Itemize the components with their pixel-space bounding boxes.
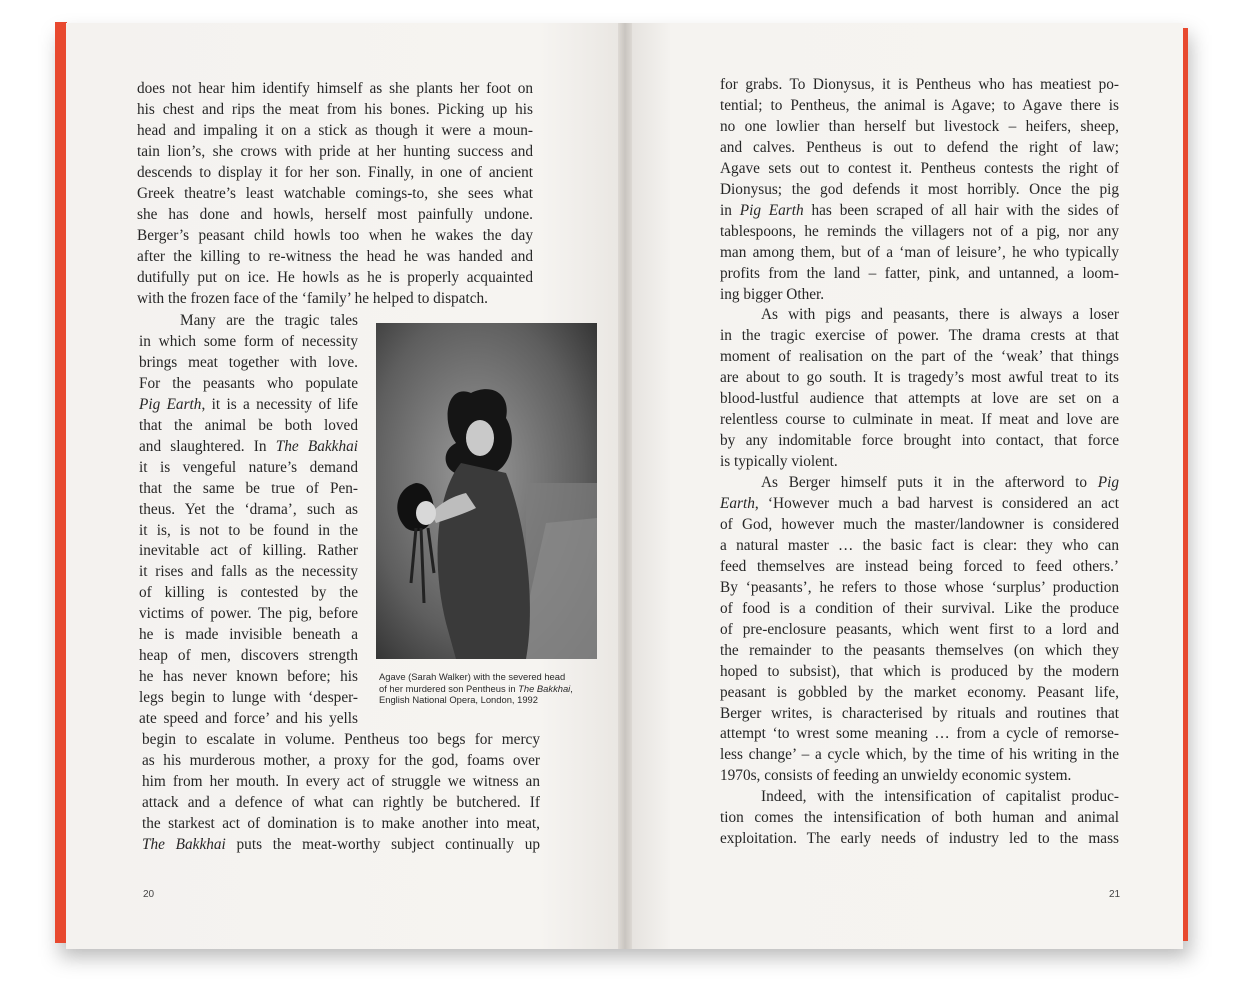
text-line: by any indomitable force brought into contact, that force xyxy=(720,432,1119,450)
text-line: he is made invisible beneath a xyxy=(139,626,358,644)
text-line: Agave sets out to contest it. Pentheus contests the right of xyxy=(720,159,1119,177)
text-line: a natural master … the basic fact is clear: they who can xyxy=(720,536,1119,554)
text-line: after the killing to re-witness the head he was handed and xyxy=(137,247,533,265)
text-line: are about to go south. It is tragedy’s most awful treat to its xyxy=(720,369,1119,387)
text-line: legs begin to lunge with ‘desper- xyxy=(139,689,358,707)
text-line: exploitation. The early needs of industry led to the mass xyxy=(720,830,1119,848)
text-line: man among them, but of a ‘man of leisure’, he who typically xyxy=(720,243,1119,261)
caption-line: English National Opera, London, 1992 xyxy=(379,694,538,705)
text-line: As with pigs and peasants, there is always a loser xyxy=(761,306,1119,324)
text-line: for grabs. To Dionysus, it is Pentheus who has meatiest po- xyxy=(720,76,1119,93)
book-gutter xyxy=(618,23,632,949)
text-line: descends to display it for her son. Finally, in one of ancient xyxy=(137,163,533,181)
text-line: of God, however much the master/landowner is considered xyxy=(720,515,1119,533)
text-line: him from her mouth. In every act of struggle we witness an xyxy=(142,772,540,790)
text-line: of pre-enclosure peasants, which went first to a lord and xyxy=(720,620,1119,638)
caption-line: of her murdered son Pentheus in The Bakkhai, xyxy=(379,682,573,694)
text-line: in Pig Earth has been scraped of all hair with the sides of xyxy=(720,201,1119,219)
text-line: attempt ‘to wrest some meaning … from a cycle of remorse- xyxy=(720,725,1119,743)
text-line: For the peasants who populate xyxy=(139,374,358,392)
text-line: he has never known before; his xyxy=(139,668,358,686)
text-line: of killing is contested by the xyxy=(139,584,358,602)
page-number-right: 21 xyxy=(1109,889,1121,900)
text-line: Greek theatre’s least watchable comings-to, she sees what xyxy=(137,184,533,202)
text-line: moment of realisation on the part of the ‘weak’ that things xyxy=(720,348,1119,366)
text-line: no one lowlier than herself but livestock – heifers, sheep, xyxy=(720,117,1119,135)
text-line: is typically violent. xyxy=(720,453,838,471)
text-line: hoped to subsist), that which is produced by the modern xyxy=(720,662,1119,680)
text-line: The Bakkhai puts the meat-worthy subject continually up xyxy=(142,835,540,853)
text-line: theus. Yet the ‘drama’, such as xyxy=(139,500,358,518)
text-line: and calves. Pentheus is out to defend the right of law; xyxy=(720,138,1119,156)
text-line: 1970s, consists of feeding an unwieldy economic system. xyxy=(720,767,1072,785)
text-line: it rises and falls as the necessity xyxy=(139,563,358,581)
text-line: tential; to Pentheus, the animal is Agave; to Agave there is xyxy=(720,96,1119,114)
text-line: that the same be true of Pen- xyxy=(139,479,358,497)
text-line: in the tragic exercise of power. The drama crests at that xyxy=(720,327,1119,345)
text-line: blood-lustful audience that attempts at love are set on a xyxy=(720,390,1119,408)
text-line: tion comes the intensification of both human and animal xyxy=(720,809,1119,827)
text-line: peasant is gobbled by the market economy. Peasant life, xyxy=(720,683,1119,701)
text-line: head and impaling it on a stick as though it were a moun- xyxy=(137,121,533,139)
text-line: Pig Earth, it is a necessity of life xyxy=(139,395,358,413)
text-line: profits from the land – fatter, pink, and untanned, a loom- xyxy=(720,264,1119,282)
text-line: the starkest act of domination is to make another into meat, xyxy=(142,814,540,832)
text-line: Berger writes, is characterised by rituals and routines that xyxy=(720,704,1119,722)
text-line: Dionysus; the god defends it most horribly. Once the pig xyxy=(720,180,1119,198)
page-number-left: 20 xyxy=(143,889,155,900)
text-line: of food is a condition of their survival. Like the produce xyxy=(720,599,1119,617)
text-line: By ‘peasants’, he refers to those whose ‘surplus’ production xyxy=(720,578,1119,596)
text-line: Berger’s peasant child howls too when he wakes the day xyxy=(137,226,533,244)
text-line: that the animal be both loved xyxy=(139,416,358,434)
text-line: brings meat together with love. xyxy=(139,353,358,371)
text-line: inevitable act of killing. Rather xyxy=(139,542,358,560)
text-line: ate speed and force’ and his yells xyxy=(139,710,358,728)
text-line: dutifully put on ice. He howls as he is properly acquainted xyxy=(137,268,533,286)
text-line: tablespoons, he reminds the villagers not of a pig, nor any xyxy=(720,222,1119,240)
text-line: begin to escalate in volume. Pentheus too begs for mercy xyxy=(142,731,540,748)
text-line: Earth, ‘However much a bad harvest is considered an act xyxy=(720,495,1119,512)
text-line: and slaughtered. In The Bakkhai xyxy=(139,437,359,455)
text-line: Indeed, with the intensification of capitalist produc- xyxy=(761,788,1119,806)
text-line: does not hear him identify himself as she plants her foot on xyxy=(137,80,533,97)
text-line: As Berger himself puts it in the afterword to Pig xyxy=(761,474,1119,492)
text-line: it is vengeful nature’s demand xyxy=(139,458,358,476)
text-line: Many are the tragic tales xyxy=(180,312,358,329)
text-line: his chest and rips the meat from his bones. Picking up his xyxy=(137,100,533,118)
text-line: attack and a defence of what can rightly be butchered. If xyxy=(142,793,540,811)
text-line: relentless course to culminate in meat. If meat and love are xyxy=(720,411,1119,429)
text-line: tain lion’s, she crows with pride at her hunting success and xyxy=(137,142,533,160)
text-line: in which some form of necessity xyxy=(139,332,358,350)
text-line: heap of men, discovers strength xyxy=(139,647,358,665)
text-line: the remainder to the peasants themselves (on which they xyxy=(720,641,1119,659)
caption-line: Agave (Sarah Walker) with the severed head xyxy=(379,671,566,682)
opera-photo-image xyxy=(376,323,597,659)
opera-photo xyxy=(376,323,597,659)
text-line: ing bigger Other. xyxy=(720,285,825,303)
text-line: with the frozen face of the ‘family’ he helped to dispatch. xyxy=(137,289,488,307)
text-line: feed themselves are instead being forced to feed others.’ xyxy=(720,557,1119,575)
text-line: she has done and howls, herself most painfully undone. xyxy=(137,205,533,223)
text-line: it is, is not to be found in the xyxy=(139,521,358,539)
text-line: less change’ – a cycle which, by the time of his writing in the xyxy=(720,746,1119,764)
text-line: victims of power. The pig, before xyxy=(139,605,358,623)
text-line: as his murderous mother, a proxy for the god, foams over xyxy=(142,751,540,769)
